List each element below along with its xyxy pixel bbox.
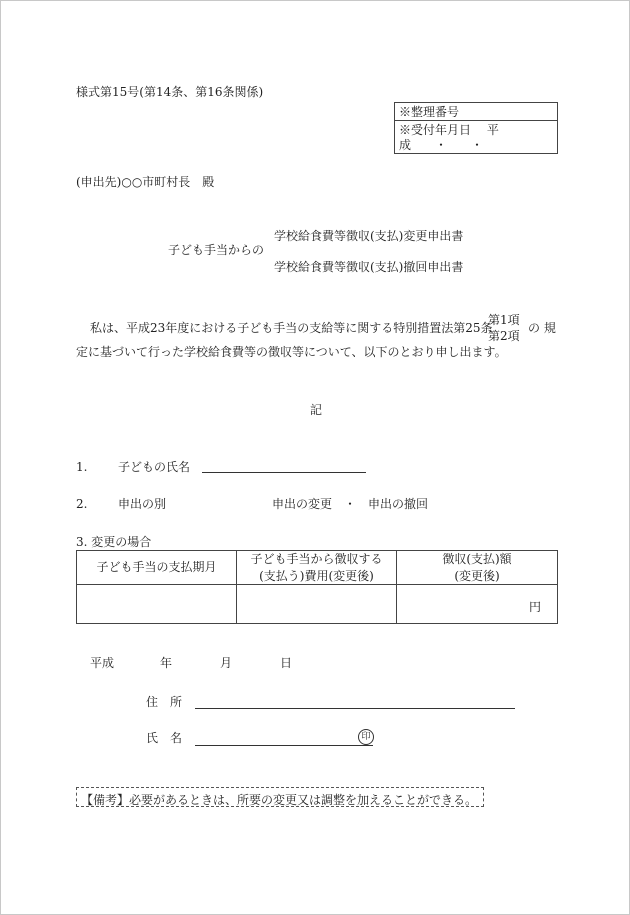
child-name-label: 子どもの氏名 (118, 460, 191, 474)
header-cost-after-change: 子ども手当から徴収する (支払う)費用(変更後) (237, 551, 397, 585)
received-date-label: ※受付年月日 平 (399, 123, 499, 137)
title-option-change: 学校給食費等徴収(支払)変更申出書 (274, 229, 464, 243)
clause-option-1: 第1項 (488, 313, 520, 327)
request-type-choices[interactable]: 申出の変更 ・ 申出の撤回 (272, 497, 429, 511)
serial-number-label: ※整理番号 (399, 105, 460, 119)
reference-box-divider (395, 120, 557, 121)
ki-heading: 記 (310, 403, 323, 417)
header-payment-month: 子ども手当の支払期月 (77, 551, 237, 585)
item-2-number: 2. (76, 497, 88, 511)
form-number: 様式第15号(第14条、第16条関係) (76, 85, 264, 99)
title-option-withdraw: 学校給食費等徴収(支払)撤回申出書 (274, 260, 464, 274)
title-prefix: 子ども手当からの (168, 243, 265, 257)
item-1-number: 1. (76, 460, 88, 474)
address-underline (195, 708, 515, 709)
date-era: 平成 (90, 656, 115, 670)
date-day-label: 日 (280, 656, 293, 670)
item-3-heading: 3. 変更の場合 (76, 535, 152, 549)
address-label: 住 所 (146, 695, 183, 709)
child-name-underline (202, 472, 366, 473)
date-year-label: 年 (160, 656, 173, 670)
yen-unit: 円 (528, 600, 541, 614)
cost-cell[interactable] (237, 585, 397, 624)
body-line-1-tail: の 規 (528, 321, 556, 335)
reference-box (394, 102, 558, 154)
request-type-label: 申出の別 (118, 497, 167, 511)
body-line-2: 定に基づいて行った学校給食費等の徴収等について、以下のとおり申し出ます。 (76, 345, 507, 359)
name-label: 氏 名 (146, 731, 183, 745)
body-line-1: 私は、平成23年度における子ども手当の支給等に関する特別措置法第25条 (90, 321, 493, 335)
clause-option-2: 第2項 (488, 329, 520, 343)
remarks-box (76, 787, 484, 807)
payment-month-cell[interactable] (77, 585, 237, 624)
change-table (76, 550, 558, 624)
seal-mark: 印 (358, 729, 374, 745)
received-date-value: 成 ・ ・ (399, 138, 484, 152)
table-row (77, 585, 558, 624)
table-header-row (77, 551, 558, 585)
header-amount-after-change: 徴収(支払)額 (変更後) (397, 551, 558, 585)
name-underline (195, 745, 373, 746)
date-month-label: 月 (220, 656, 233, 670)
remarks-text: 【備考】必要があるときは、所要の変更又は調整を加えることができる。 (81, 793, 478, 807)
addressee: (申出先)○○市町村長 殿 (76, 175, 215, 189)
amount-cell[interactable] (397, 585, 558, 624)
